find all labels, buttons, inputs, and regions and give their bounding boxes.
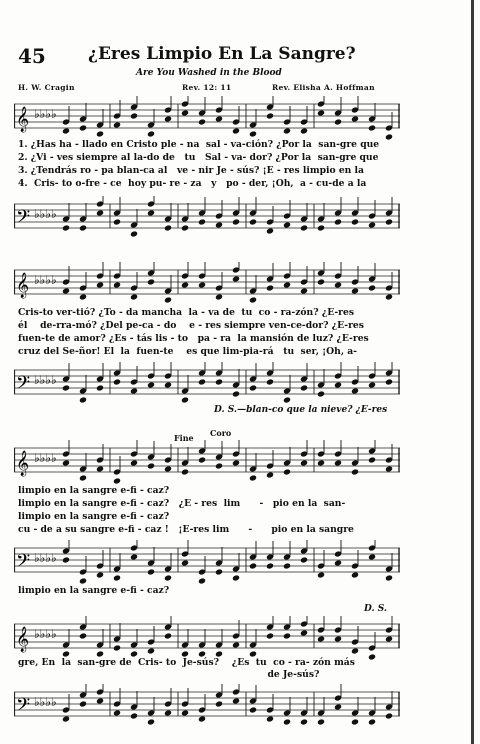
system-4-bass-staff (14, 684, 400, 730)
system-1-verse-2: 2. ¿Vi - ves siempre al la-do de tu Sal - va- dor? ¿Por la san-gre que (18, 152, 379, 163)
author-credit: Rev. Elisha A. Hoffman (272, 83, 375, 92)
svg-text:𝄢: 𝄢 (16, 551, 31, 576)
scripture-reference: Rev. 12: 11 (182, 83, 232, 92)
svg-text:♭♭♭♭: ♭♭♭♭ (34, 207, 57, 221)
svg-text:𝄢: 𝄢 (16, 695, 31, 720)
system-2-verse-2: él de-rra-mó? ¿Del pe-ca - do e - res siempre ven-ce-dor? ¿E-res (18, 320, 364, 331)
system-2-verse-1: Cris-to ver-tió? ¿To - da mancha la - va de tu co - ra-zón? ¿E-res (18, 307, 355, 318)
svg-text:♭♭♭♭: ♭♭♭♭ (34, 695, 57, 709)
system-1-bass-staff (14, 196, 400, 250)
coro-marking: Coro (210, 428, 232, 438)
svg-text:♭♭♭♭: ♭♭♭♭ (34, 273, 57, 287)
hymn-title: ¿Eres Limpio En La Sangre? (88, 44, 356, 64)
system-3-treble-staff (14, 440, 400, 486)
system-4-verse-2: de Je-sús? (18, 669, 320, 680)
system-2-verse-4: cruz del Se-ñor! El la fuen-te es que lim-pia-rá tu ser, ¡Oh, a- (18, 346, 357, 357)
system-2-treble-staff (14, 262, 400, 308)
system-2-bass-staff (14, 362, 400, 408)
system-4-ds-marking: D. S. (364, 604, 388, 614)
system-1-verse-3: 3. ¿Tendrás ro - pa blan-ca al ve - nir Je - sús? ¡E - res limpio en la (18, 165, 364, 176)
system-3-bass-lyric: limpio en la sangre e-fi - caz? (18, 585, 170, 596)
svg-text:𝄞: 𝄞 (16, 451, 30, 476)
svg-text:𝄞: 𝄞 (16, 107, 30, 132)
fine-marking: Fine (174, 433, 194, 443)
system-3-verse-1: limpio en la sangre e-fi - caz? (18, 485, 170, 496)
composer-credit: H. W. Cragin (18, 83, 75, 92)
hymn-number: 45 (18, 44, 46, 68)
system-3-bass-staff (14, 540, 400, 586)
svg-text:𝄢: 𝄢 (16, 207, 31, 232)
system-1-verse-4: 4. Cris- to o-fre - ce hoy pu- re - za y po - der, ¡Oh, a - cu-de a la (18, 178, 367, 189)
svg-text:♭♭♭♭: ♭♭♭♭ (34, 373, 57, 387)
system-3-verse-4: cu - de a su sangre e-fi - caz ! ¡E-res lim - pio en la sangre (18, 524, 354, 535)
svg-text:𝄢: 𝄢 (16, 373, 31, 398)
svg-text:𝄞: 𝄞 (16, 273, 30, 298)
system-3-verse-2: limpio en la sangre e-fi - caz? ¿E - res lim - pio en la san- (18, 498, 346, 509)
system-1-treble-staff (14, 96, 400, 142)
system-3-verse-3: limpio en la sangre e-fi - caz? (18, 511, 170, 522)
svg-text:♭♭♭♭: ♭♭♭♭ (34, 551, 57, 565)
svg-text:♭♭♭♭: ♭♭♭♭ (34, 107, 57, 121)
hymn-subtitle: Are You Washed in the Blood (136, 68, 282, 78)
system-4-verse-1: gre, En la san-gre de Cris- to Je-sús? ¿Es tu co - ra- zón más (18, 657, 355, 668)
svg-text:𝄞: 𝄞 (16, 627, 30, 652)
system-1-verse-1: 1. ¿Has ha - llado en Cristo ple - na sal - va-ción? ¿Por la san-gre que (18, 139, 380, 150)
page-edge (471, 0, 474, 744)
system-2-verse-3: fuen-te de amor? ¿Es - tás lis - to pa - ra la mansión de luz? ¿E-res (18, 333, 369, 344)
system-2-ds-lyric: D. S.—blan-co que la nieve? ¿E-res (214, 405, 388, 415)
svg-text:♭♭♭♭: ♭♭♭♭ (34, 627, 57, 641)
svg-text:♭♭♭♭: ♭♭♭♭ (34, 451, 57, 465)
